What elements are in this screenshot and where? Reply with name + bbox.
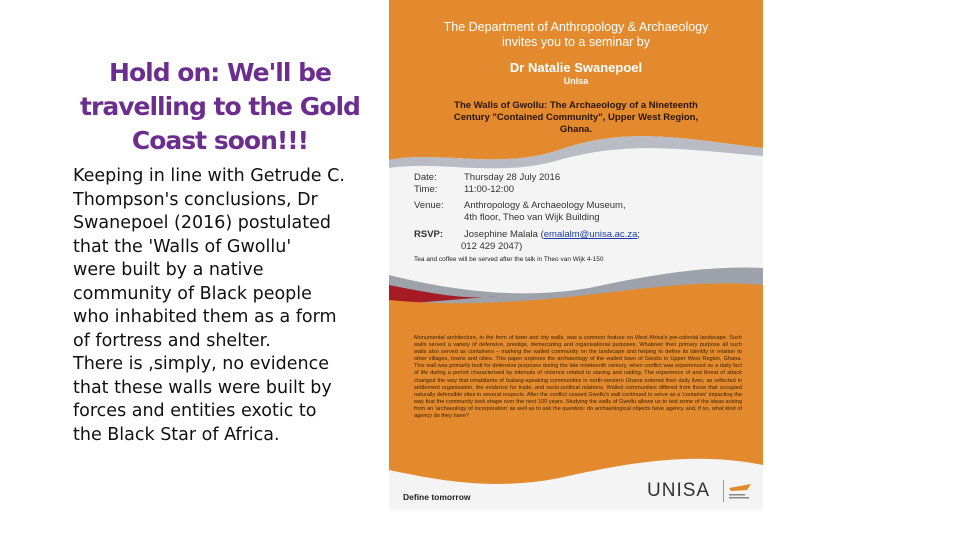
rsvp-phone: 012 429 2047)	[461, 241, 523, 252]
venue-value: 4th floor, Theo van Wijk Building	[464, 212, 600, 223]
speaker-affiliation: Unisa	[563, 76, 589, 86]
body-line: Thompson's conclusions, Dr	[73, 189, 318, 210]
poster-header: The Department of Anthropology & Archaeology	[443, 20, 709, 34]
body-line: that the 'Walls of Gwollu'	[73, 236, 292, 257]
date-value: Thursday 28 July 2016	[464, 172, 561, 183]
body-line: the Black Star of Africa.	[73, 424, 280, 445]
rsvp-name: Josephine Malala (	[464, 229, 544, 240]
poster-abstract: Monumental architecture, in the form of town and city walls, was a common feature on West Africa's pre-colonial landscape. Such walls served a variety of defensive, prestige, demarcating and organisational purposes. Whatever their primary purpose all such walls also served as containers – marking the walled community on the landscape and helping to define its identity in relation to other villages, towns and cities. This paper explores the archaeology of the walled town of Gwollu in Upper West Region, Ghana. This wall was primarily built for defensive purposes during the late nineteenth century, when conflict was experienced as a daily fact of life during a period characterised by intervals of violence related to slaving and raiding. The experience of and threat of attack changed the way that inhabitants of Isalang-speaking communities in north-western Ghana ordered their daily lives, as reflected in settlement organisation, the evidence for trade, and socio-political relations. Walled communities differed from those that occupied naturally defensible sites in several respects. After the conflict ceased Gwollu's wall continued to serve as a 'container' impacting the way that the community took shape over the next 100 years. Studying the walls of Gwollu allows us to test some of the ideas arising from an 'archaeology of incorporation' as well as to ask the question: do archaeological objects have agency and, if so, what kind of agency do they have?	[414, 335, 742, 420]
title-line: Coast soon!!!	[131, 126, 309, 155]
rsvp-label: RSVP:	[414, 229, 444, 240]
body-line: who inhabited them as a form	[73, 307, 337, 327]
footer-tagline: Define tomorrow	[403, 492, 471, 502]
talk-title: The Walls of Gwollu: The Archaeology of a Nineteenth	[454, 100, 698, 111]
body-line: Keeping in line with Getrude C.	[73, 166, 345, 186]
tea-note: Tea and coffee will be served after the talk in Theo van Wijk 4-150	[414, 256, 604, 263]
body-line: of fortress and shelter.	[73, 330, 271, 351]
venue-value: Anthropology & Archaeology Museum,	[464, 200, 626, 211]
title-line: travelling to the Gold	[80, 92, 360, 121]
talk-title: Century "Contained Community", Upper West Region,	[453, 112, 699, 123]
talk-title: Ghana.	[559, 124, 593, 135]
date-label: Date:	[414, 172, 437, 183]
body-line: There is ,simply, no evidence	[73, 354, 329, 374]
time-label: Time:	[414, 184, 438, 195]
title-line: Hold on: We'll be	[109, 58, 331, 87]
logo-divider	[723, 480, 724, 502]
body-line: were built by a native	[73, 260, 264, 280]
seminar-poster	[389, 0, 763, 510]
slide-body-text	[73, 165, 383, 447]
rsvp-value: Josephine Malala (emalalm@unisa.ac.za;	[464, 229, 640, 240]
body-line: Swanepoel (2016) postulated	[73, 213, 331, 233]
time-value: 11:00-12:00	[464, 184, 515, 195]
body-line: that these walls were built by	[73, 377, 332, 398]
body-line: community of Black people	[73, 283, 312, 304]
unisa-emblem-icon	[727, 482, 753, 502]
speaker-name: Dr Natalie Swanepoel	[509, 60, 643, 75]
unisa-logo: UNISA	[647, 480, 711, 501]
body-line: forces and entities exotic to	[73, 401, 317, 421]
slide-title	[70, 56, 370, 158]
venue-label: Venue:	[414, 200, 444, 211]
rsvp-email-link[interactable]: emalalm@unisa.ac.za	[543, 229, 638, 240]
poster-subheader: invites you to a seminar by	[502, 35, 650, 49]
